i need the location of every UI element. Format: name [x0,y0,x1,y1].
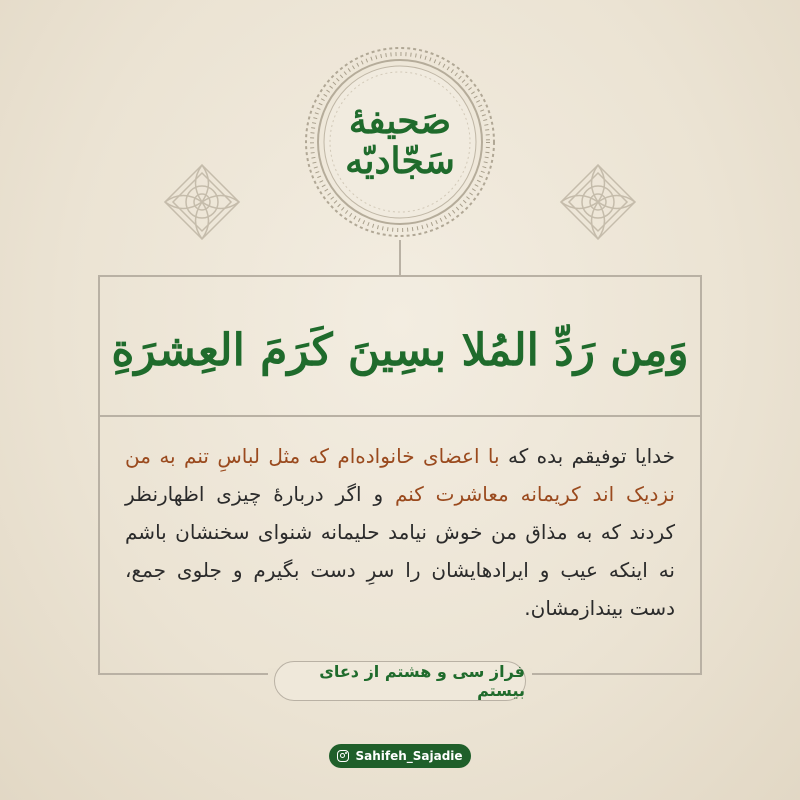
seal-title-line1: صَحیفهٔ [348,100,452,143]
arabesque-medallion-left-icon [163,163,241,241]
translation-part-1: خدایا توفیقم بده که [499,444,675,468]
instagram-handle: Sahifeh_Sajadie [355,749,463,763]
source-reference: فراز سی و هشتم از دعای بیستم [274,661,526,701]
translation-text [125,437,675,627]
seal-emblem [303,45,497,239]
instagram-icon [337,750,349,762]
instagram-handle-badge [329,744,471,768]
frame-divider [98,415,702,417]
translation-part-2: و اگر دربارهٔ چیزی اظهارنظر کردند که به مذاق من خوش نیامد حلیمانه شنوای سخنشان باشم نه اینکه عیب و ایرادهایشان را سرِ دست بگیرم و جلوی جمع، دست بیندازمشان. [125,482,675,620]
seal-title [303,45,497,239]
translation-highlight: با اعضای خانواده‌ام که مثل لباسِ تنم به من نزدیک اند کریمانه معاشرت کنم [125,444,675,506]
decorative-stem-top [399,240,401,276]
seal-title-line2: سَجّادیّه [345,140,455,182]
arabesque-medallion-right-icon [559,163,637,241]
prayer-headline: وَمِن رَدِّ المُلا بسِینَ کَرَمَ العِشرَةِ [111,324,689,376]
